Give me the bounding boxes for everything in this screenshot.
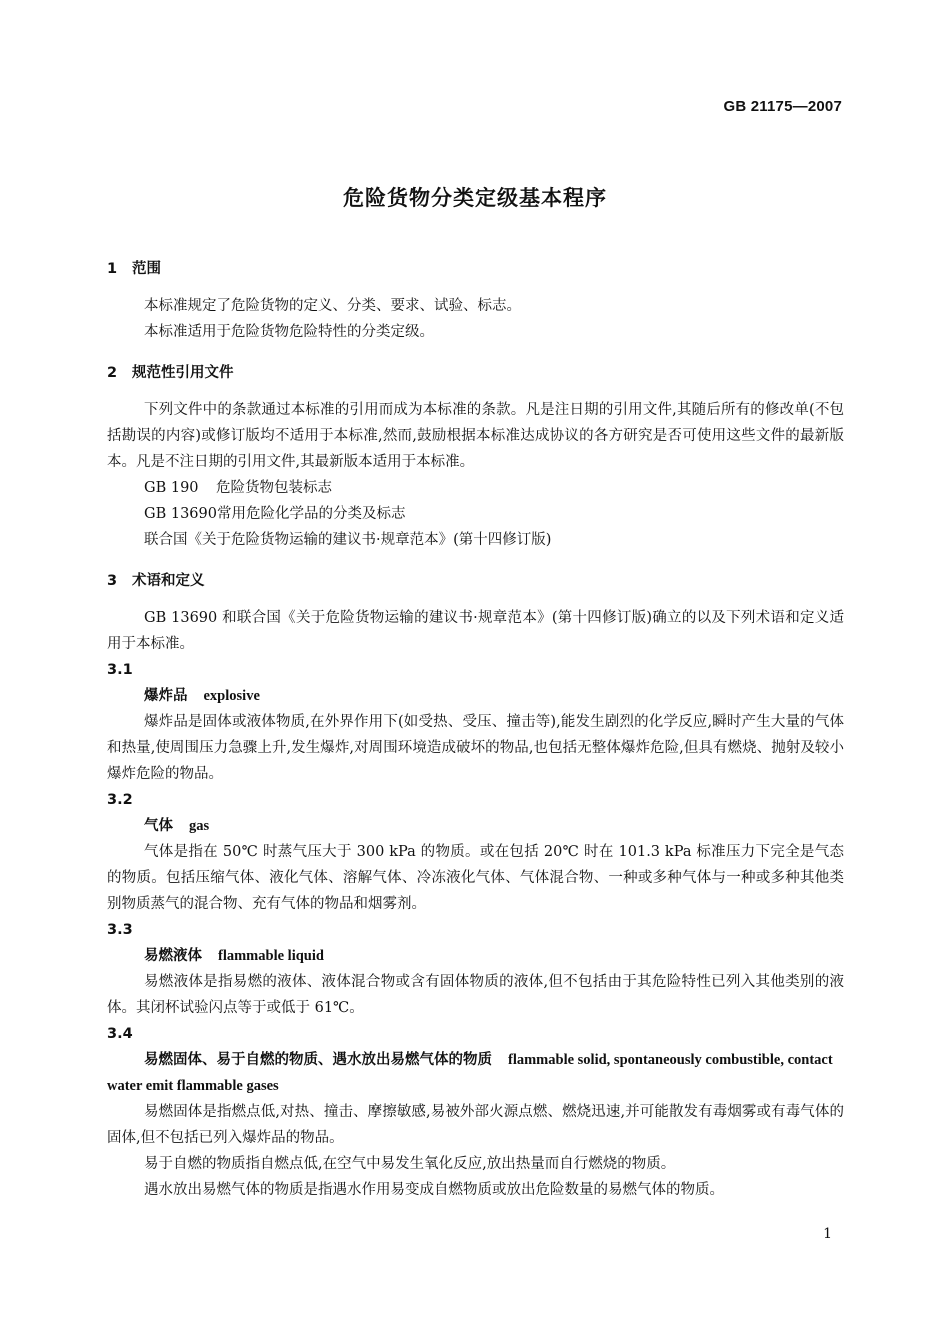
term-definition: 遇水放出易燃气体的物质是指遇水作用易变成自燃物质或放出危险数量的易燃气体的物质。 bbox=[144, 1182, 724, 1198]
term-definition: 易燃固体是指燃点低,对热、撞击、摩擦敏感,易被外部火源点燃、燃烧迅速,并可能散发有毒烟雾或有毒气体的固体,但不包括已列入爆炸品的物品。 bbox=[107, 1104, 844, 1146]
standard-number: GB 21175—2007 bbox=[723, 98, 842, 115]
term-heading bbox=[107, 943, 844, 969]
clause-number: 3.2 bbox=[107, 792, 133, 808]
paragraph: 本标准规定了危险货物的定义、分类、要求、试验、标志。 bbox=[144, 298, 521, 314]
section-title: 术语和定义 bbox=[132, 573, 205, 589]
term-definition: 易燃液体是指易燃的液体、液体混合物或含有固体物质的液体,但不包括由于其危险特性已列入其他类别的液体。其闭杯试验闪点等于或低于 61℃。 bbox=[107, 974, 844, 1016]
page-number: 1 bbox=[823, 1226, 832, 1242]
term-en: explosive bbox=[203, 688, 260, 704]
section-1-heading bbox=[107, 257, 844, 283]
document-body bbox=[107, 257, 844, 1203]
reference-item: 联合国《关于危险货物运输的建议书·规章范本》(第十四修订版) bbox=[144, 532, 552, 548]
section-number: 2 bbox=[107, 365, 118, 381]
paragraph: 本标准适用于危险货物危险特性的分类定级。 bbox=[144, 324, 434, 340]
clause-number: 3.1 bbox=[107, 662, 133, 678]
section-number: 3 bbox=[107, 573, 118, 589]
term-heading bbox=[107, 1047, 844, 1099]
reference-code: GB 190 bbox=[144, 480, 199, 496]
term-heading bbox=[107, 683, 844, 709]
term-heading bbox=[107, 813, 844, 839]
term-en: flammable solid, spontaneously combustible, contact water emit flammable gases bbox=[107, 1052, 833, 1094]
paragraph: GB 13690 和联合国《关于危险货物运输的建议书·规章范本》(第十四修订版)确立的以及下列术语和定义适用于本标准。 bbox=[107, 610, 844, 652]
clause-number: 3.3 bbox=[107, 922, 133, 938]
term-definition: 易于自燃的物质指自燃点低,在空气中易发生氧化反应,放出热量而自行燃烧的物质。 bbox=[144, 1156, 676, 1172]
section-title: 规范性引用文件 bbox=[132, 365, 234, 381]
reference-title: 常用危险化学品的分类及标志 bbox=[216, 506, 406, 522]
paragraph: 下列文件中的条款通过本标准的引用而成为本标准的条款。凡是注日期的引用文件,其随后所有的修改单(不包括勘误的内容)或修订版均不适用于本标准,然而,鼓励根据本标准达成协议的各方研究是否可使用这些文件的最新版本。凡是不注日期的引用文件,其最新版本适用于本标准。 bbox=[107, 402, 844, 470]
section-2-heading bbox=[107, 361, 844, 387]
term-cn: 气体 bbox=[144, 818, 173, 834]
reference-title: 危险货物包装标志 bbox=[216, 480, 332, 496]
term-en: gas bbox=[189, 818, 210, 834]
section-title: 范围 bbox=[132, 261, 161, 277]
section-number: 1 bbox=[107, 261, 118, 277]
clause-number: 3.4 bbox=[107, 1026, 133, 1042]
term-cn: 易燃固体、易于自燃的物质、遇水放出易燃气体的物质 bbox=[144, 1052, 492, 1068]
term-en: flammable liquid bbox=[218, 948, 324, 964]
term-definition: 爆炸品是固体或液体物质,在外界作用下(如受热、受压、撞击等),能发生剧烈的化学反应,瞬时产生大量的气体和热量,使周围压力急骤上升,发生爆炸,对周围环境造成破坏的物品,也包括无整体爆炸危险,但具有燃烧、抛射及较小爆炸危险的物品。 bbox=[107, 714, 844, 782]
term-cn: 易燃液体 bbox=[144, 948, 202, 964]
document-title: 危险货物分类定级基本程序 bbox=[343, 186, 607, 210]
term-cn: 爆炸品 bbox=[144, 688, 188, 704]
reference-item bbox=[107, 501, 844, 527]
reference-code: GB 13690 bbox=[144, 506, 217, 522]
reference-item bbox=[107, 475, 844, 501]
section-3-heading bbox=[107, 569, 844, 595]
term-definition: 气体是指在 50℃ 时蒸气压大于 300 kPa 的物质。或在包括 20℃ 时在 101.3 kPa 标准压力下完全是气态的物质。包括压缩气体、液化气体、溶解气体、冷冻液化气体、气体混合物、一种或多种气体与一种或多种其他类别物质蒸气的混合物、充有气体的物品和烟雾剂。 bbox=[107, 844, 844, 912]
